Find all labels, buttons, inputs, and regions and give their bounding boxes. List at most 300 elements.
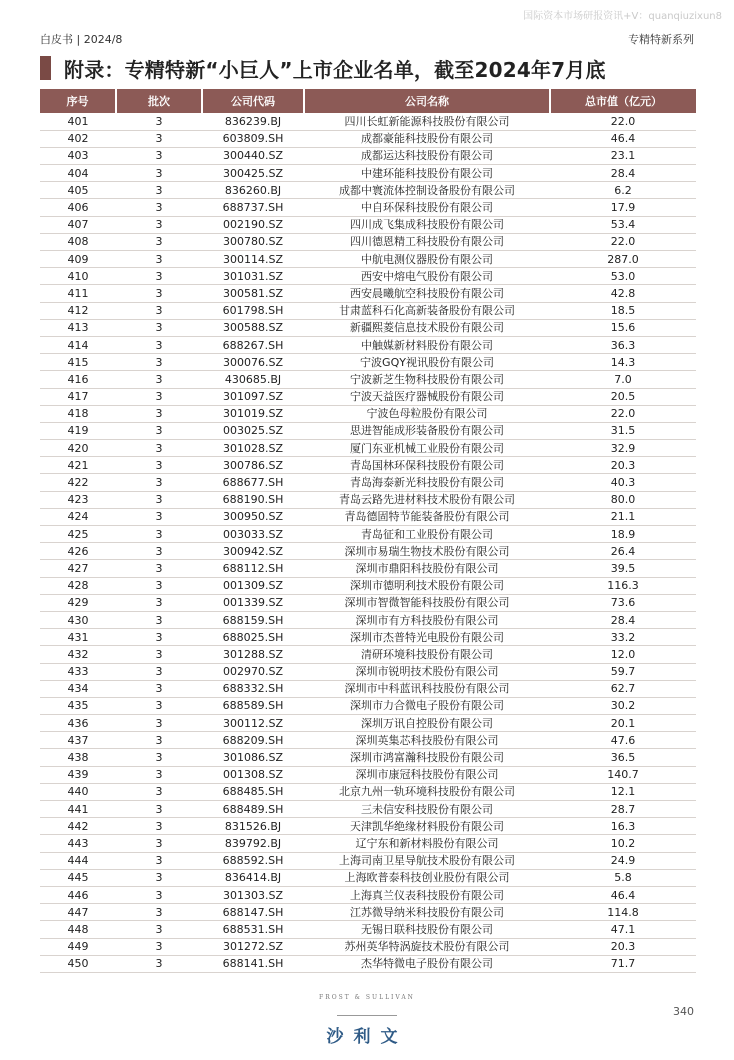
cell-index: 403 <box>40 147 116 164</box>
table-row <box>40 663 696 680</box>
table-row <box>40 336 696 353</box>
cell-market-cap: 7.0 <box>550 371 696 388</box>
cell-batch: 3 <box>116 594 202 611</box>
cell-batch: 3 <box>116 474 202 491</box>
cell-batch: 3 <box>116 354 202 371</box>
cell-market-cap: 5.8 <box>550 869 696 886</box>
cell-company-name: 深圳市锐明技术股份有限公司 <box>304 663 550 680</box>
cell-batch: 3 <box>116 302 202 319</box>
cell-company-name: 青岛德固特节能装备股份有限公司 <box>304 508 550 525</box>
column-header-code: 公司代码 <box>202 89 304 113</box>
cell-company-name: 上海真兰仪表科技股份有限公司 <box>304 886 550 903</box>
cell-company-name: 青岛海泰新光科技股份有限公司 <box>304 474 550 491</box>
cell-code: 301272.SZ <box>202 938 304 955</box>
cell-batch: 3 <box>116 251 202 268</box>
cell-market-cap: 39.5 <box>550 560 696 577</box>
cell-code: 688025.SH <box>202 629 304 646</box>
table-row <box>40 766 696 783</box>
table-row <box>40 869 696 886</box>
cell-company-name: 上海司南卫星导航技术股份有限公司 <box>304 852 550 869</box>
table-row <box>40 715 696 732</box>
cell-code: 603809.SH <box>202 130 304 147</box>
cell-batch: 3 <box>116 869 202 886</box>
cell-batch: 3 <box>116 491 202 508</box>
cell-batch: 3 <box>116 732 202 749</box>
table-row <box>40 319 696 336</box>
sullivan-cn-logo: 沙利文 <box>326 1027 408 1047</box>
cell-code: 301303.SZ <box>202 886 304 903</box>
cell-market-cap: 12.1 <box>550 783 696 800</box>
logo-divider <box>337 1015 397 1016</box>
cell-index: 440 <box>40 783 116 800</box>
cell-batch: 3 <box>116 577 202 594</box>
cell-code: 836239.BJ <box>202 113 304 130</box>
cell-batch: 3 <box>116 715 202 732</box>
cell-code: 002970.SZ <box>202 663 304 680</box>
cell-batch: 3 <box>116 646 202 663</box>
cell-code: 300942.SZ <box>202 543 304 560</box>
cell-batch: 3 <box>116 457 202 474</box>
cell-market-cap: 26.4 <box>550 543 696 560</box>
page-number: 340 <box>673 1005 694 1018</box>
table-row <box>40 543 696 560</box>
cell-market-cap: 12.0 <box>550 646 696 663</box>
cell-code: 688589.SH <box>202 697 304 714</box>
cell-batch: 3 <box>116 955 202 972</box>
table-row <box>40 147 696 164</box>
cell-batch: 3 <box>116 886 202 903</box>
cell-code: 003025.SZ <box>202 422 304 439</box>
cell-batch: 3 <box>116 611 202 628</box>
page-title-block <box>40 55 696 81</box>
cell-index: 436 <box>40 715 116 732</box>
cell-batch: 3 <box>116 130 202 147</box>
cell-batch: 3 <box>116 319 202 336</box>
cell-market-cap: 42.8 <box>550 285 696 302</box>
cell-code: 836414.BJ <box>202 869 304 886</box>
cell-market-cap: 10.2 <box>550 835 696 852</box>
cell-company-name: 成都运达科技股份有限公司 <box>304 147 550 164</box>
cell-code: 300950.SZ <box>202 508 304 525</box>
cell-code: 300588.SZ <box>202 319 304 336</box>
cell-code: 688485.SH <box>202 783 304 800</box>
cell-company-name: 三未信安科技股份有限公司 <box>304 801 550 818</box>
cell-company-name: 青岛云路先进材料技术股份有限公司 <box>304 491 550 508</box>
cell-company-name: 青岛征和工业股份有限公司 <box>304 526 550 543</box>
cell-code: 839792.BJ <box>202 835 304 852</box>
column-header-market-cap: 总市值（亿元） <box>550 89 696 113</box>
cell-batch: 3 <box>116 233 202 250</box>
footer-logo <box>0 994 734 1047</box>
table-row <box>40 216 696 233</box>
cell-batch: 3 <box>116 182 202 199</box>
table-body <box>40 113 696 972</box>
cell-company-name: 中航电测仪器股份有限公司 <box>304 251 550 268</box>
cell-market-cap: 31.5 <box>550 422 696 439</box>
table-row <box>40 474 696 491</box>
cell-company-name: 深圳市杰普特光电股份有限公司 <box>304 629 550 646</box>
cell-index: 421 <box>40 457 116 474</box>
cell-index: 412 <box>40 302 116 319</box>
cell-company-name: 深圳市中科蓝讯科技股份有限公司 <box>304 680 550 697</box>
cell-code: 688141.SH <box>202 955 304 972</box>
table-header-row <box>40 89 696 113</box>
cell-code: 301288.SZ <box>202 646 304 663</box>
cell-market-cap: 28.4 <box>550 165 696 182</box>
cell-company-name: 深圳市德明利技术股份有限公司 <box>304 577 550 594</box>
table-row <box>40 422 696 439</box>
cell-batch: 3 <box>116 405 202 422</box>
cell-batch: 3 <box>116 749 202 766</box>
cell-index: 404 <box>40 165 116 182</box>
cell-batch: 3 <box>116 199 202 216</box>
cell-index: 439 <box>40 766 116 783</box>
cell-company-name: 宁波GQY视讯股份有限公司 <box>304 354 550 371</box>
cell-company-name: 甘肃蓝科石化高新装备股份有限公司 <box>304 302 550 319</box>
cell-code: 831526.BJ <box>202 818 304 835</box>
column-header-index: 序号 <box>40 89 116 113</box>
cell-index: 415 <box>40 354 116 371</box>
cell-index: 414 <box>40 336 116 353</box>
cell-company-name: 西安晨曦航空科技股份有限公司 <box>304 285 550 302</box>
cell-code: 688677.SH <box>202 474 304 491</box>
table-row <box>40 938 696 955</box>
cell-code: 003033.SZ <box>202 526 304 543</box>
cell-company-name: 宁波新芝生物科技股份有限公司 <box>304 371 550 388</box>
table-row <box>40 732 696 749</box>
cell-company-name: 成都豪能科技股份有限公司 <box>304 130 550 147</box>
cell-company-name: 深圳万讯自控股份有限公司 <box>304 715 550 732</box>
cell-company-name: 中建环能科技股份有限公司 <box>304 165 550 182</box>
cell-index: 430 <box>40 611 116 628</box>
cell-index: 448 <box>40 921 116 938</box>
table-row <box>40 594 696 611</box>
cell-code: 688267.SH <box>202 336 304 353</box>
cell-market-cap: 22.0 <box>550 233 696 250</box>
cell-batch: 3 <box>116 818 202 835</box>
cell-company-name: 中触媒新材料股份有限公司 <box>304 336 550 353</box>
cell-batch: 3 <box>116 835 202 852</box>
report-header: 白皮书 | 2024/8 <box>40 33 123 46</box>
table-row <box>40 251 696 268</box>
cell-batch: 3 <box>116 783 202 800</box>
cell-market-cap: 53.0 <box>550 268 696 285</box>
cell-batch: 3 <box>116 629 202 646</box>
cell-code: 300440.SZ <box>202 147 304 164</box>
cell-company-name: 杰华特微电子股份有限公司 <box>304 955 550 972</box>
cell-index: 410 <box>40 268 116 285</box>
company-table <box>40 89 696 973</box>
cell-code: 300786.SZ <box>202 457 304 474</box>
cell-index: 450 <box>40 955 116 972</box>
cell-batch: 3 <box>116 543 202 560</box>
cell-code: 300780.SZ <box>202 233 304 250</box>
cell-company-name: 深圳市鸿富瀚科技股份有限公司 <box>304 749 550 766</box>
page-title: 附录：专精特新“小巨人”上市企业名单，截至2024年7月底 <box>64 58 606 82</box>
series-label: 专精特新系列 <box>628 33 694 46</box>
table-row <box>40 405 696 422</box>
cell-batch: 3 <box>116 801 202 818</box>
table-row <box>40 818 696 835</box>
cell-market-cap: 140.7 <box>550 766 696 783</box>
cell-index: 420 <box>40 440 116 457</box>
cell-market-cap: 20.5 <box>550 388 696 405</box>
cell-market-cap: 20.3 <box>550 938 696 955</box>
title-accent-bar <box>40 56 51 80</box>
cell-index: 425 <box>40 526 116 543</box>
cell-company-name: 深圳市易瑞生物技术股份有限公司 <box>304 543 550 560</box>
cell-company-name: 深圳市鼎阳科技股份有限公司 <box>304 560 550 577</box>
cell-batch: 3 <box>116 560 202 577</box>
table-row <box>40 440 696 457</box>
cell-market-cap: 59.7 <box>550 663 696 680</box>
cell-index: 427 <box>40 560 116 577</box>
cell-market-cap: 18.5 <box>550 302 696 319</box>
cell-index: 429 <box>40 594 116 611</box>
cell-batch: 3 <box>116 216 202 233</box>
cell-code: 300581.SZ <box>202 285 304 302</box>
cell-company-name: 西安中熔电气股份有限公司 <box>304 268 550 285</box>
cell-code: 002190.SZ <box>202 216 304 233</box>
cell-index: 431 <box>40 629 116 646</box>
cell-code: 688209.SH <box>202 732 304 749</box>
cell-index: 449 <box>40 938 116 955</box>
cell-code: 601798.SH <box>202 302 304 319</box>
cell-code: 300114.SZ <box>202 251 304 268</box>
table-row <box>40 302 696 319</box>
table-row <box>40 680 696 697</box>
cell-market-cap: 36.5 <box>550 749 696 766</box>
cell-index: 432 <box>40 646 116 663</box>
cell-market-cap: 22.0 <box>550 405 696 422</box>
cell-index: 443 <box>40 835 116 852</box>
cell-index: 442 <box>40 818 116 835</box>
table-row <box>40 371 696 388</box>
cell-index: 411 <box>40 285 116 302</box>
cell-code: 688332.SH <box>202 680 304 697</box>
cell-index: 428 <box>40 577 116 594</box>
cell-index: 441 <box>40 801 116 818</box>
cell-batch: 3 <box>116 371 202 388</box>
table-row <box>40 491 696 508</box>
table-row <box>40 783 696 800</box>
cell-batch: 3 <box>116 147 202 164</box>
cell-code: 688190.SH <box>202 491 304 508</box>
cell-market-cap: 15.6 <box>550 319 696 336</box>
table-row <box>40 646 696 663</box>
table-row <box>40 852 696 869</box>
cell-code: 836260.BJ <box>202 182 304 199</box>
cell-company-name: 苏州英华特涡旋技术股份有限公司 <box>304 938 550 955</box>
cell-market-cap: 6.2 <box>550 182 696 199</box>
cell-code: 001309.SZ <box>202 577 304 594</box>
cell-batch: 3 <box>116 852 202 869</box>
table-row <box>40 526 696 543</box>
cell-index: 401 <box>40 113 116 130</box>
cell-market-cap: 28.7 <box>550 801 696 818</box>
cell-index: 409 <box>40 251 116 268</box>
cell-index: 418 <box>40 405 116 422</box>
cell-batch: 3 <box>116 336 202 353</box>
cell-index: 445 <box>40 869 116 886</box>
table-row <box>40 801 696 818</box>
cell-index: 405 <box>40 182 116 199</box>
cell-batch: 3 <box>116 388 202 405</box>
table-row <box>40 749 696 766</box>
cell-company-name: 北京九州一轨环境科技股份有限公司 <box>304 783 550 800</box>
cell-market-cap: 47.6 <box>550 732 696 749</box>
cell-batch: 3 <box>116 268 202 285</box>
cell-batch: 3 <box>116 508 202 525</box>
cell-company-name: 深圳英集芯科技股份有限公司 <box>304 732 550 749</box>
cell-code: 688737.SH <box>202 199 304 216</box>
cell-code: 301086.SZ <box>202 749 304 766</box>
cell-batch: 3 <box>116 526 202 543</box>
cell-index: 402 <box>40 130 116 147</box>
cell-code: 688489.SH <box>202 801 304 818</box>
cell-index: 423 <box>40 491 116 508</box>
cell-company-name: 深圳市有方科技股份有限公司 <box>304 611 550 628</box>
table-row <box>40 835 696 852</box>
cell-index: 424 <box>40 508 116 525</box>
cell-market-cap: 30.2 <box>550 697 696 714</box>
cell-index: 437 <box>40 732 116 749</box>
cell-company-name: 宁波天益医疗器械股份有限公司 <box>304 388 550 405</box>
table-row <box>40 457 696 474</box>
cell-market-cap: 16.3 <box>550 818 696 835</box>
company-table-container <box>40 89 696 973</box>
cell-index: 422 <box>40 474 116 491</box>
column-header-name: 公司名称 <box>304 89 550 113</box>
cell-code: 688147.SH <box>202 904 304 921</box>
cell-market-cap: 46.4 <box>550 130 696 147</box>
table-row <box>40 130 696 147</box>
cell-company-name: 四川长虹新能源科技股份有限公司 <box>304 113 550 130</box>
cell-company-name: 深圳市康冠科技股份有限公司 <box>304 766 550 783</box>
cell-market-cap: 18.9 <box>550 526 696 543</box>
cell-code: 301031.SZ <box>202 268 304 285</box>
cell-index: 407 <box>40 216 116 233</box>
table-row <box>40 165 696 182</box>
table-row <box>40 199 696 216</box>
cell-company-name: 思进智能成形装备股份有限公司 <box>304 422 550 439</box>
cell-market-cap: 28.4 <box>550 611 696 628</box>
cell-company-name: 四川德恩精工科技股份有限公司 <box>304 233 550 250</box>
cell-batch: 3 <box>116 113 202 130</box>
cell-market-cap: 14.3 <box>550 354 696 371</box>
cell-company-name: 天津凯华绝缘材料股份有限公司 <box>304 818 550 835</box>
cell-company-name: 深圳市智微智能科技股份有限公司 <box>304 594 550 611</box>
cell-company-name: 新疆熙菱信息技术股份有限公司 <box>304 319 550 336</box>
cell-batch: 3 <box>116 422 202 439</box>
cell-index: 446 <box>40 886 116 903</box>
cell-batch: 3 <box>116 663 202 680</box>
cell-index: 406 <box>40 199 116 216</box>
cell-market-cap: 73.6 <box>550 594 696 611</box>
cell-company-name: 上海欧普泰科技创业股份有限公司 <box>304 869 550 886</box>
table-row <box>40 388 696 405</box>
cell-market-cap: 47.1 <box>550 921 696 938</box>
column-header-batch: 批次 <box>116 89 202 113</box>
cell-code: 688112.SH <box>202 560 304 577</box>
cell-market-cap: 20.1 <box>550 715 696 732</box>
cell-batch: 3 <box>116 921 202 938</box>
cell-market-cap: 32.9 <box>550 440 696 457</box>
cell-code: 430685.BJ <box>202 371 304 388</box>
table-row <box>40 268 696 285</box>
cell-batch: 3 <box>116 697 202 714</box>
cell-code: 301097.SZ <box>202 388 304 405</box>
table-row <box>40 182 696 199</box>
cell-index: 444 <box>40 852 116 869</box>
cell-index: 426 <box>40 543 116 560</box>
table-row <box>40 697 696 714</box>
table-row <box>40 508 696 525</box>
cell-company-name: 成都中寰流体控制设备股份有限公司 <box>304 182 550 199</box>
cell-company-name: 江苏微导纳米科技股份有限公司 <box>304 904 550 921</box>
table-row <box>40 577 696 594</box>
cell-index: 434 <box>40 680 116 697</box>
cell-batch: 3 <box>116 440 202 457</box>
table-row <box>40 285 696 302</box>
cell-index: 408 <box>40 233 116 250</box>
cell-code: 001339.SZ <box>202 594 304 611</box>
table-row <box>40 955 696 972</box>
cell-code: 688531.SH <box>202 921 304 938</box>
cell-index: 413 <box>40 319 116 336</box>
table-row <box>40 611 696 628</box>
table-row <box>40 113 696 130</box>
cell-company-name: 宁波色母粒股份有限公司 <box>304 405 550 422</box>
table-row <box>40 629 696 646</box>
cell-index: 433 <box>40 663 116 680</box>
cell-batch: 3 <box>116 766 202 783</box>
cell-index: 417 <box>40 388 116 405</box>
cell-code: 300425.SZ <box>202 165 304 182</box>
cell-market-cap: 62.7 <box>550 680 696 697</box>
cell-batch: 3 <box>116 904 202 921</box>
cell-market-cap: 33.2 <box>550 629 696 646</box>
cell-code: 688159.SH <box>202 611 304 628</box>
cell-company-name: 中自环保科技股份有限公司 <box>304 199 550 216</box>
cell-company-name: 青岛国林环保科技股份有限公司 <box>304 457 550 474</box>
cell-code: 301028.SZ <box>202 440 304 457</box>
cell-market-cap: 80.0 <box>550 491 696 508</box>
cell-index: 419 <box>40 422 116 439</box>
cell-company-name: 四川成飞集成科技股份有限公司 <box>304 216 550 233</box>
cell-code: 301019.SZ <box>202 405 304 422</box>
cell-market-cap: 71.7 <box>550 955 696 972</box>
cell-market-cap: 40.3 <box>550 474 696 491</box>
cell-market-cap: 287.0 <box>550 251 696 268</box>
watermark-text: 国际资本市场研报资讯+V：quanqiuzixun8 <box>523 11 722 22</box>
table-row <box>40 904 696 921</box>
cell-company-name: 清研环境科技股份有限公司 <box>304 646 550 663</box>
cell-market-cap: 17.9 <box>550 199 696 216</box>
cell-company-name: 厦门东亚机械工业股份有限公司 <box>304 440 550 457</box>
cell-company-name: 辽宁东和新材料股份有限公司 <box>304 835 550 852</box>
cell-index: 416 <box>40 371 116 388</box>
cell-code: 001308.SZ <box>202 766 304 783</box>
cell-market-cap: 36.3 <box>550 336 696 353</box>
cell-batch: 3 <box>116 165 202 182</box>
frost-sullivan-logo: FROST & SULLIVAN <box>319 994 415 1001</box>
cell-index: 435 <box>40 697 116 714</box>
table-row <box>40 886 696 903</box>
cell-company-name: 深圳市力合微电子股份有限公司 <box>304 697 550 714</box>
cell-code: 688592.SH <box>202 852 304 869</box>
cell-market-cap: 22.0 <box>550 113 696 130</box>
